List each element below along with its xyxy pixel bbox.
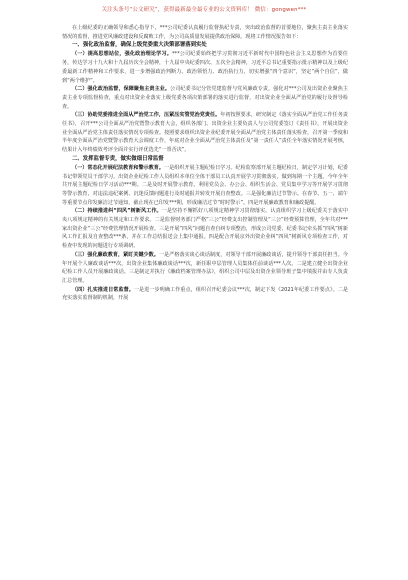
subsection-1-3-body: 年初按照要求，研究制定《落实全面从严治党工作任务责任书》，召开***公司全面从严治党暨警示教育大会，组织各部门、出资企业主要负责人与公司党委签订《责任书》，开展出资企业全面从严治党主体责任落实情况专项检查。按照要求组织出资企业纪委开展全面从严治党主体责任落实检查，召开第一季度和半年度全面从严治党暨警示教育大会调度工作，年底对企业全面从严治党主体责任及“第一责任人”责任全年落实情况开展考核，结果计入年终绩效考评全面并实行评优选先“一票否决”。 [62, 112, 348, 154]
subsection-1-3-title: （三）协助党委推进全面从严治党工作，压紧压实管党治党责任。 [72, 112, 221, 119]
subsection-1-1-body: ***公司纪委始终把学习贯彻习近平新时代中国特色社会主义思想作为首要任务，传达学习十九大和十九届历次全会精神，十九届中央纪委四次、五次全会精神，习近平总书记重要指示批示精神以及上级纪委最新工作精神和工作要求，进一步增强政治判断力、政治领悟力、政治执行力，切实增强“四个意识”，坚定“两个自信”，做到“两个维护”。 [62, 51, 348, 84]
subsection-2-3-body: 一是严格落实谈心谈话制度，对领导干部开展廉政谈话，提升领导干部责任担当。今年开展个人廉政谈话***次，出资企业集体廉政谈话***次，新任职中层管理人员集体任前谈话***人次。二是建立健全出资企业纪检工作人员开展廉政谈话。三是制定并执行《廉政档案管理办法》，组织公司中层及出资企业领导班子集中填报并由专人负责汇总管理。 [62, 251, 348, 284]
subsection-2-1-title: （一）常态化开展纪法教育和警示教育。 [72, 164, 164, 171]
subsection-2-1 [62, 164, 348, 208]
subsection-2-1-body: 一是组织开展主题纪检日学习。纪检监察部开展主题纪检日，制定学习计划，纪委书记带领党员干部学习。出资企业纪检工作人员组织本单位全体干部员工认真开展学习贯彻落实，做到每期一个主题。今年全年共开展主题纪检日学习活动***期。二是及时开展警示教育。利用党员会、办公会、组织生活会、党员集中学习等开展学习贯彻等警示教育，对违法违纪案例、沉迷反馈问题进行及时通报并转发开展自查整改。三是强化廉洁过节警示。在春节、五一、端午等重要节点印发廉洁过节通知，截止现在已印发***期，形成廉洁过节“时时警示”。四是开展廉政教育和廉政提醒。 [62, 164, 348, 206]
section-heading-2: 二、发挥监督专责，做实做细日常监督 [72, 155, 164, 162]
subsection-2-2-body: 一是坚持不懈抓好八项规定精神学习贯彻落实。认真组织学习上级纪委关于落实中央八项规定精神的有关规定和工作要求。二是监督财务部门严格“三公”经费支出控制管理及“三公”经费预算管理，全年共对***家出资企业“三公”经费管理情况开展检查。三是开展“四风”问题自查自纠专项整治，形成公司党委、纪委书记牵头抓“四风”树新风工作汇报及自查整改***条，并在工作总结报送会上集中通报。四是配合开展京外出资企业纠“四风”树新风专项检查工作，对检查中发现的问题进行专项调研。 [62, 208, 348, 250]
subsection-2-4-title: （四）扎实推进日常监督。 [72, 286, 134, 293]
subsection-1-2-title: （二）强化政治监督，保障聚焦主责主业。 [72, 86, 171, 93]
subsection-2-2 [62, 207, 348, 251]
subsection-2-4-body: 一是进一步明确工作重点，组织召开纪委会议***次，制定下发《2021年纪委工作要点》。二是充实落实监督制的机制，开展 [62, 286, 348, 302]
subsection-1-1-title: （一）提高思想站位，强化政治理论学习。 [72, 51, 172, 58]
subsection-2-2-title: （二）持续推进纠“四风”树新风工作。 [72, 208, 162, 215]
subsection-1-1 [62, 50, 348, 85]
section-heading-1: 一、强化政治监督，确保上级党委重大决策部署落到实处 [72, 42, 207, 49]
intro-paragraph: 在上级纪委的正确领导和悉心指导下，***公司纪委认真履行监督执纪专责，突出政治监督的首要地位，聚焦主责主业落实情况的监督，推进党风廉政建设和反腐败工作，为公司高质量发展提供政治保障。现将工作情况报告如下： [62, 25, 348, 40]
subsection-1-3 [62, 111, 348, 155]
subsection-1-2-body: 公司纪委书记分管党建监督与党风廉政专责，强化对***公司及出资企业聚焦主责主业专项监督检查，重点对出资企业落实上级党委各项决策部署的落实进行监督，对出资企业全面从严治党的履行及督导检查。 [62, 86, 348, 110]
banner-text: 关注头条号“公文研究”，获得最新最全最专业的公文资料库！ 微信： [101, 7, 272, 13]
subsection-2-4 [62, 286, 348, 303]
banner-handle: gongwen*** [271, 7, 307, 13]
subsection-2-3 [62, 251, 348, 286]
header-banner [0, 0, 408, 20]
subsection-2-3-title: （三）强化廉政教育，紧盯关键少数。 [72, 251, 159, 258]
subsection-1-2 [62, 85, 348, 111]
document-body [62, 24, 348, 303]
